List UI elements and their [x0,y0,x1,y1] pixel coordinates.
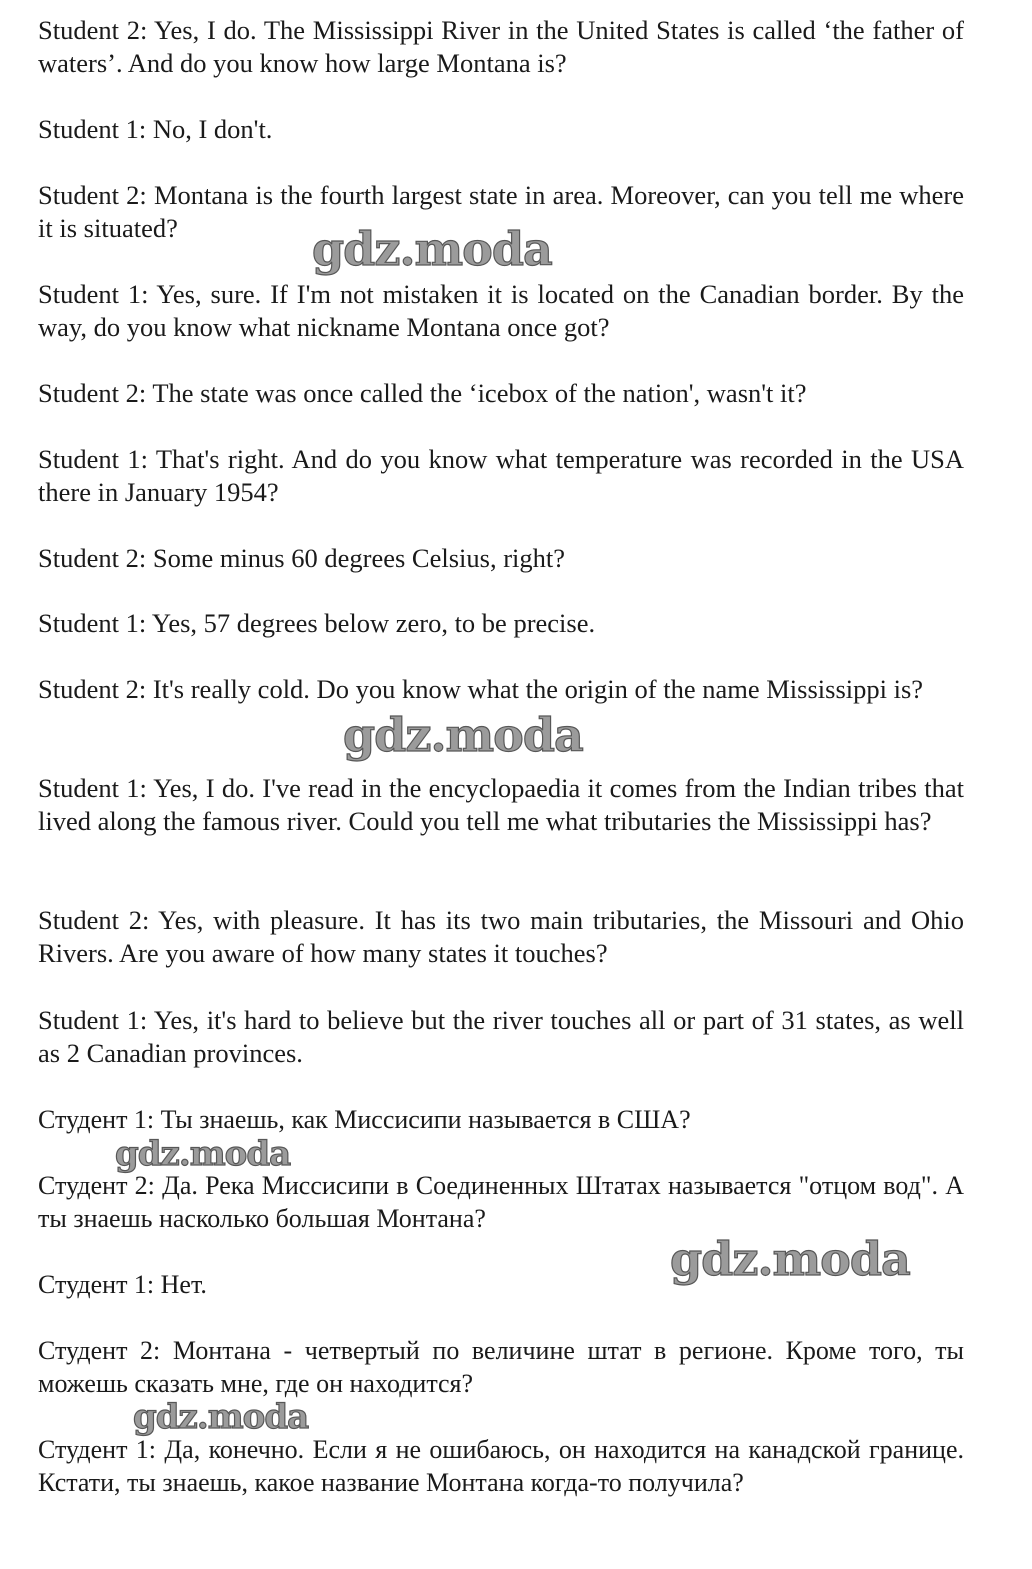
translation-paragraph: Студент 2: Монтана - четвертый по величине штат в регионе. Кроме того, ты можешь сказать мне, где он находится? [38,1336,964,1398]
watermark: gdz.moda [670,1232,910,1286]
watermark: gdz.moda [115,1134,291,1174]
translation-paragraph: Студент 1: Ты знаешь, как Миссисипи называется в США? [38,1105,691,1134]
dialogue-paragraph: Student 2: Some minus 60 degrees Celsius, right? [38,543,566,573]
dialogue-paragraph: Student 2: It's really cold. Do you know what the origin of the name Mississippi is? [38,674,924,704]
dialogue-paragraph: Student 1: No, I don't. [38,114,273,144]
translation-paragraph: Студент 1: Да, конечно. Если я не ошибаюсь, он находится на канадской границе. Кстати, ты знаешь, какое название Монтана когда-то получила? [38,1435,964,1497]
watermark: gdz.moda [343,708,583,762]
dialogue-paragraph: Student 1: Yes, it's hard to believe but the river touches all or part of 31 states, as well as 2 Canadian provinces. [38,1005,964,1068]
translation-paragraph: Студент 1: Нет. [38,1270,207,1299]
watermark: gdz.moda [312,222,552,276]
dialogue-paragraph: Student 1: Yes, sure. If I'm not mistaken it is located on the Canadian border. By the way, do you know what nickname Montana once got? [38,279,964,342]
dialogue-paragraph: Student 1: Yes, I do. I've read in the encyclopaedia it comes from the Indian tribes that lived along the famous river. Could you tell me what tributaries the Mississippi has? [38,773,964,836]
dialogue-paragraph: Student 2: Yes, I do. The Mississippi River in the United States is called ‘the father of waters’. And do you know how large Montana is? [38,15,964,78]
dialogue-paragraph: Student 2: The state was once called the ‘icebox of the nation', wasn't it? [38,378,807,408]
dialogue-paragraph: Student 1: Yes, 57 degrees below zero, to be precise. [38,608,596,638]
dialogue-paragraph: Student 2: Yes, with pleasure. It has its two main tributaries, the Missouri and Ohio Rivers. Are you aware of how many states it touches? [38,905,964,968]
watermark: gdz.moda [133,1397,309,1437]
translation-paragraph: Студент 2: Да. Река Миссисипи в Соединенных Штатах называется "отцом вод". А ты знаешь насколько большая Монтана? [38,1171,964,1233]
dialogue-paragraph: Student 1: That's right. And do you know what temperature was recorded in the USA there in January 1954? [38,444,964,507]
dialogue-paragraph: Student 2: Montana is the fourth largest state in area. Moreover, can you tell me where it is situated? [38,180,964,243]
